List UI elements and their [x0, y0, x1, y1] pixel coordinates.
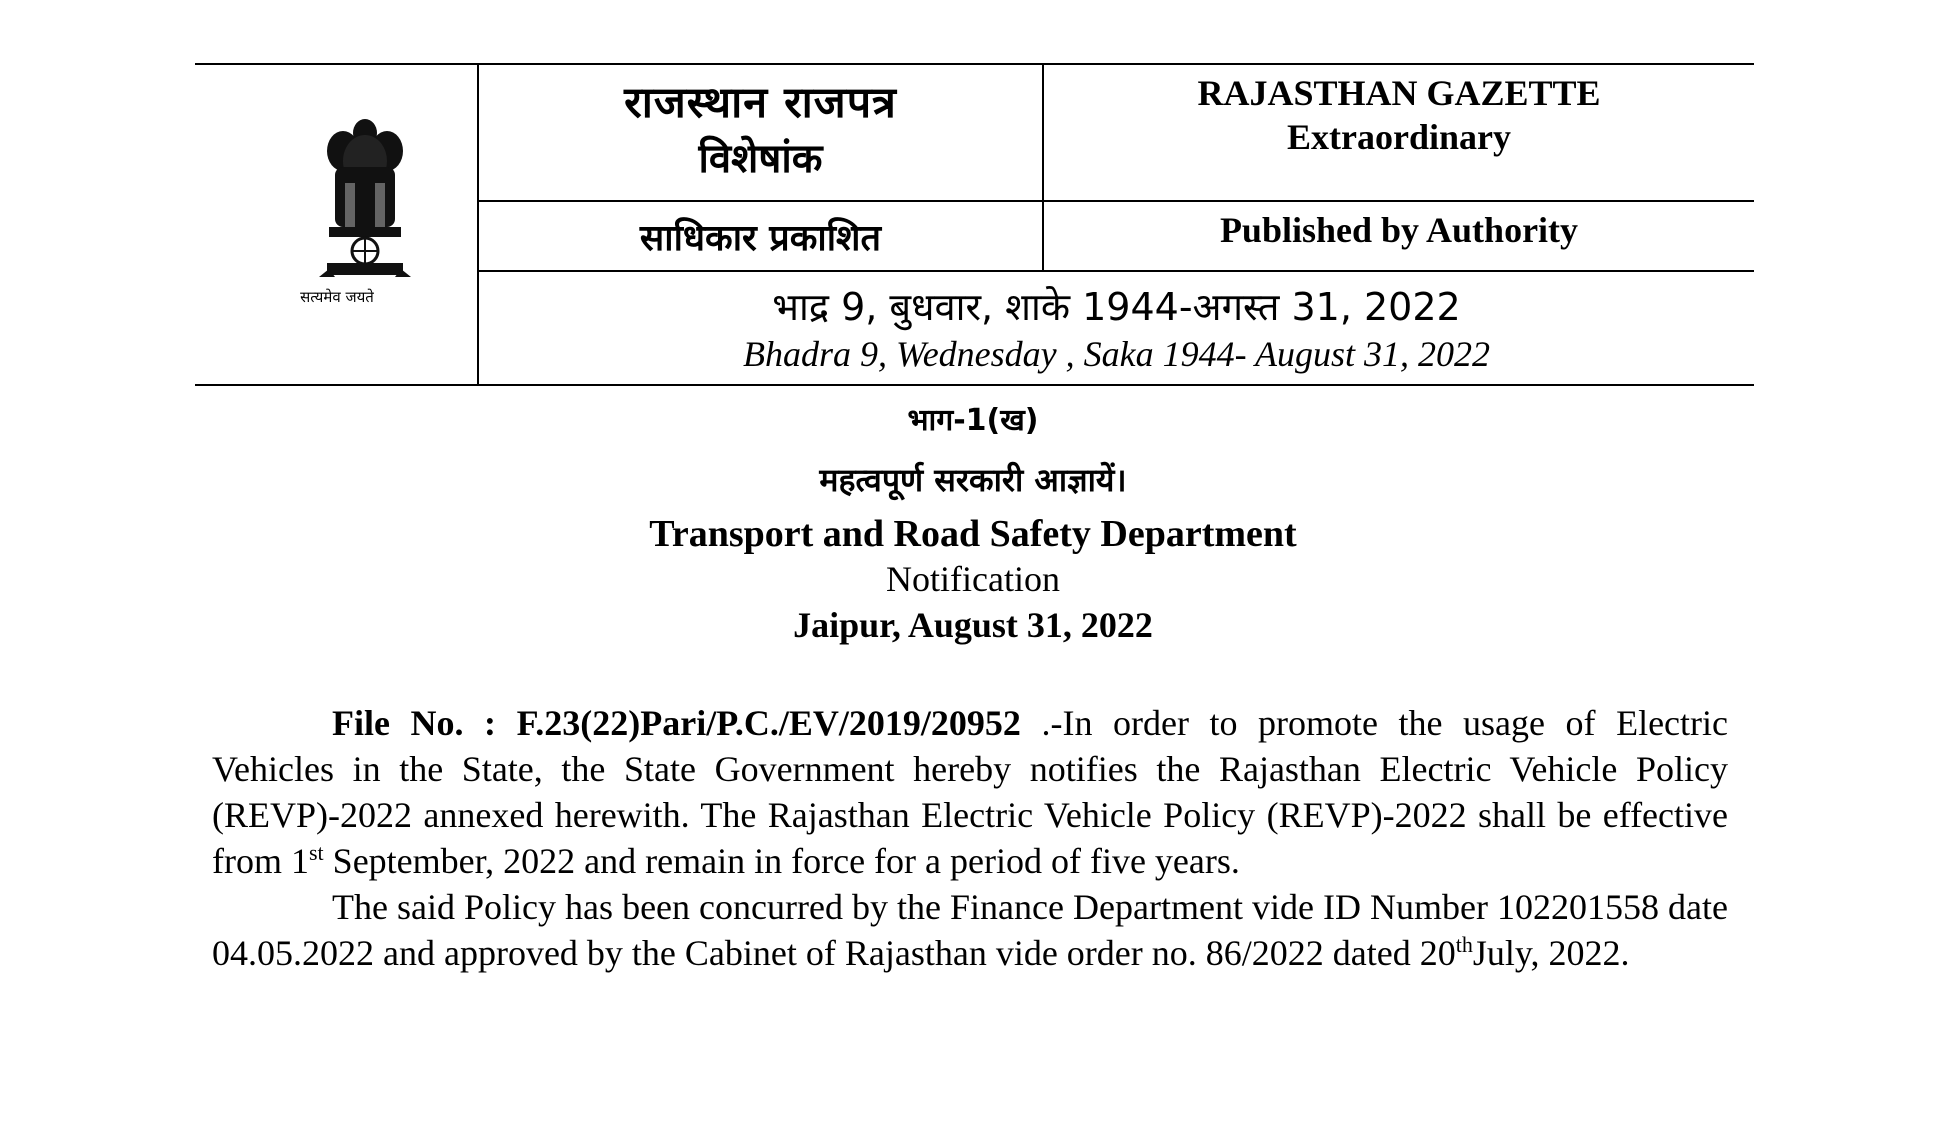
paragraph-1: [212, 700, 1728, 884]
paragraph-1-sup: st: [308, 840, 324, 865]
paragraph-2: [212, 884, 1728, 976]
english-date: Bhadra 9, Wednesday , Saka 1944- August 31, 2022: [743, 334, 1490, 374]
paragraph-1-text-b: September, 2022 and remain in force for a period of five years.: [323, 841, 1240, 881]
paragraph-2-sup: th: [1455, 932, 1473, 957]
english-title-cell: [1044, 65, 1754, 202]
english-authority: Published by Authority: [1044, 202, 1754, 272]
paragraph-2-text-b: July, 2022.: [1472, 933, 1630, 973]
english-title: RAJASTHAN GAZETTE: [1197, 73, 1601, 113]
part-heading: भाग-1(ख): [907, 403, 1039, 438]
hindi-date: भाद्र 9, बुधवार, शाके 1944-अगस्त 31, 2022: [772, 285, 1461, 329]
place-date-heading: Jaipur, August 31, 2022: [793, 605, 1153, 645]
hindi-title: राजस्थान राजपत्र: [624, 78, 897, 128]
hindi-title-cell: [479, 65, 1044, 202]
emblem-cell: [195, 65, 479, 384]
notification-heading: Notification: [886, 559, 1060, 599]
orders-heading: महत्वपूर्ण सरकारी आज्ञायें।: [819, 461, 1127, 499]
english-subtitle: Extraordinary: [1287, 117, 1511, 157]
state-emblem-icon: [305, 103, 425, 343]
hindi-subtitle: विशेषांक: [698, 136, 823, 182]
gazette-masthead: [195, 63, 1754, 386]
emblem-motto: सत्यमेव जयते: [300, 288, 374, 306]
notification-body: [212, 700, 1728, 976]
hindi-authority: साधिकार प्रकाशित: [479, 202, 1044, 272]
paragraph-2-text-a: The said Policy has been concurred by the Finance Department vide ID Number 102201558 date 04.05.2022 and approved by the Cabinet of Rajasthan vide order no. 86/2022 dated 20: [212, 887, 1728, 973]
department-heading: Transport and Road Safety Department: [649, 513, 1297, 555]
file-number: File No. : F.23(22)Pari/P.C./EV/2019/20952: [332, 703, 1021, 743]
paragraph-1-text-a: .-In order to promote the usage of Electric Vehicles in the State, the State Government hereby notifies the Rajasthan Electric Vehicle Policy (REVP)-2022 annexed herewith. The Rajasthan Electric Vehicle Policy (REVP)-2022 shall be effective from 1: [212, 703, 1728, 881]
date-cell: [479, 272, 1754, 388]
